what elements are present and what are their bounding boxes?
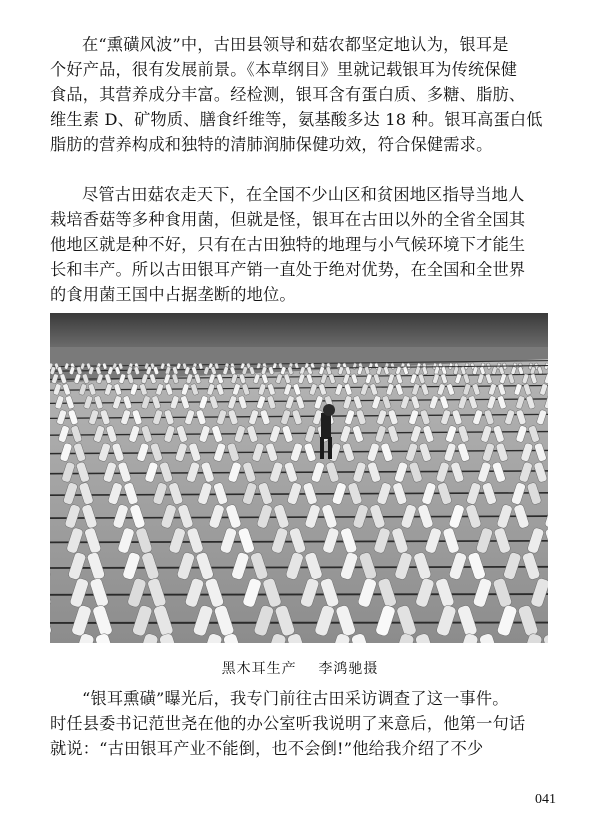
paragraph-1 xyxy=(50,32,560,157)
photo-caption xyxy=(0,658,600,678)
text-line: 他地区就是种不好，只有在古田独特的地理与小气候环境下才能生 xyxy=(50,235,526,254)
page-number: 041 xyxy=(535,792,556,807)
text-line: 栽培香菇等多种食用菌，但就是怪，银耳在古田以外的全省全国其 xyxy=(50,210,526,229)
caption-title: 黑木耳生产 xyxy=(221,661,297,677)
paragraph-2 xyxy=(50,182,560,307)
caption-credit: 李鸿驰摄 xyxy=(318,661,379,677)
text-line: 就说：“古田银耳产业不能倒，也不会倒!”他给我介绍了不少 xyxy=(50,739,484,758)
text-line: 长和丰产。所以古田银耳产销一直处于绝对优势，在全国和全世界 xyxy=(50,260,526,279)
text-line: 脂肪的营养构成和独特的清肺润肺保健功效，符合保健需求。 xyxy=(50,135,493,154)
text-line: 食品，其营养成分丰富。经检测，银耳含有蛋白质、多糖、脂肪、 xyxy=(50,85,526,104)
paragraph-3 xyxy=(50,686,560,761)
text-line: 时任县委书记范世尧在他的办公室听我说明了来意后，他第一句话 xyxy=(50,714,526,733)
mushroom-farm-photo xyxy=(50,313,548,643)
text-line: 在“熏磺风波”中，古田县领导和菇农都坚定地认为，银耳是 xyxy=(82,35,509,54)
text-line: 尽管古田菇农走天下，在全国不少山区和贫困地区指导当地人 xyxy=(82,185,525,204)
text-line: 的食用菌王国中占据垄断的地位。 xyxy=(50,285,296,304)
text-line: 维生素 D、矿物质、膳食纤维等，氨基酸多达 18 种。银耳高蛋白低 xyxy=(50,110,543,129)
text-line: 个好产品，很有发展前景。《本草纲目》里就记载银耳为传统保健 xyxy=(50,60,518,79)
text-line: “银耳熏磺”曝光后，我专门前往古田采访调查了这一事件。 xyxy=(82,689,509,708)
background-hills xyxy=(50,313,548,347)
